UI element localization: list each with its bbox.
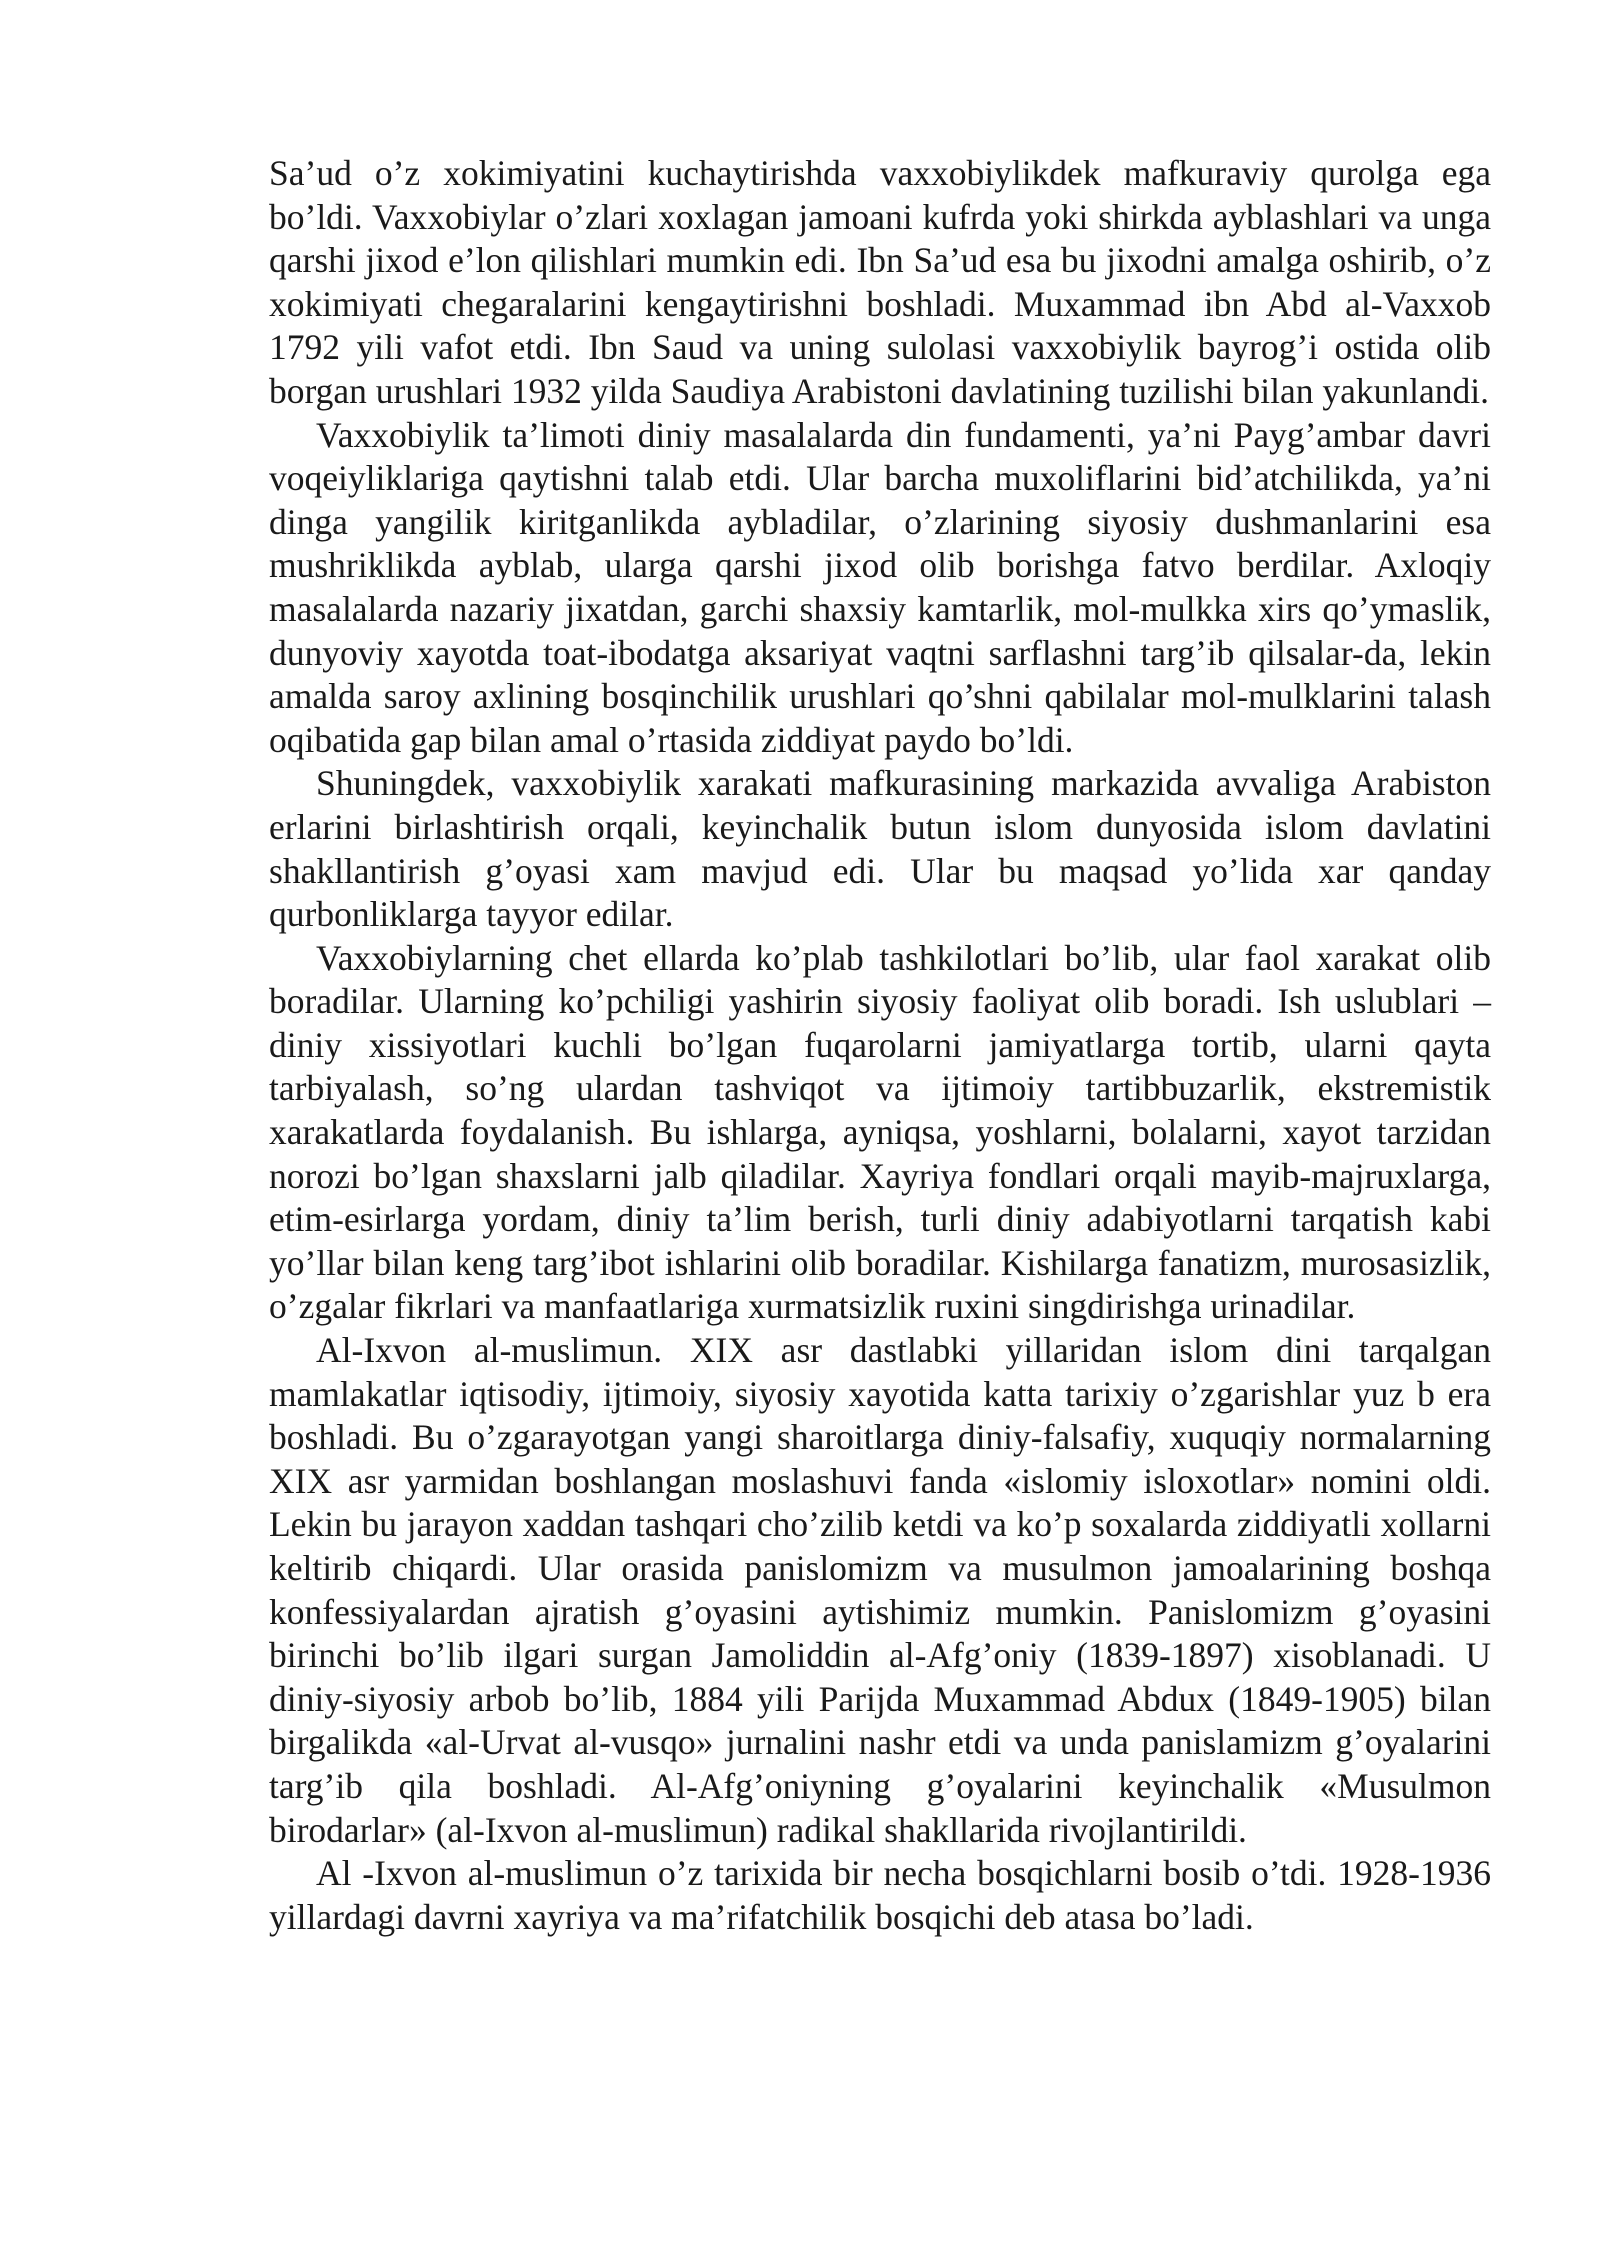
paragraph-1: Sa’ud o’z xokimiyatini kuchaytirishda vaxxobiylikdek mafkuraviy qurolga ega bo’ldi. Vaxxobiylar o’zlari xoxlagan jamoani kufrda yoki shirkda ayblashlari va unga qarshi jixod e’lon qilishlari mumkin edi. Ibn Sa’ud esa bu jixodni amalga oshirib, o’z xokimiyati chegaralarini kengaytirishni boshladi. Muxammad ibn Abd al-Vaxxob 1792 yili vafot etdi. Ibn Saud va uning sulolasi vaxxobiylik bayrog’i ostida olib borgan urushlari 1932 yilda Saudiya Arabistoni davlatining tuzilishi bilan yakunlandi. — [269, 153, 1491, 411]
paragraph-4: Vaxxobiylarning chet ellarda ko’plab tashkilotlari bo’lib, ular faol xarakat olib boradilar. Ularning ko’pchiligi yashirin siyosiy faoliyat olib boradi. Ish uslublari – diniy xissiyotlari kuchli bo’lgan fuqarolarni jamiyatlarga tortib, ularni qayta tarbiyalash, so’ng ulardan tashviqot va ijtimoiy tartibbuzarlik, ekstremistik xarakatlarda foydalanish. Bu ishlarga, ayniqsa, yoshlarni, bolalarni, xayot tarzidan norozi bo’lgan shaxslarni jalb qiladilar. Xayriya fondlari orqali mayib-majruxlarga, etim-esirlarga yordam, diniy ta’lim berish, turli diniy adabiyotlarni tarqatish kabi yo’llar bilan keng targ’ibot ishlarini olib boradilar. Kishilarga fanatizm, murosasizlik, o’zgalar fikrlari va manfaatlariga xurmatsizlik ruxini singdirishga urinadilar. — [269, 937, 1491, 1327]
paragraph-6: Al -Ixvon al-muslimun o’z tarixida bir necha bosqichlarni bosib o’tdi. 1928-1936 yillardagi davrni xayriya va ma’rifatchilik bosqichi deb atasa bo’ladi. — [269, 1853, 1491, 1937]
paragraph-3: Shuningdek, vaxxobiylik xarakati mafkurasining markazida avvaliga Arabiston erlarini birlashtirish orqali, keyinchalik butun islom dunyosida islom davlatini shakllantirish g’oyasi xam mavjud edi. Ular bu maqsad yo’lida xar qanday qurbonliklarga tayyor edilar. — [269, 763, 1491, 935]
paragraph-2: Vaxxobiylik ta’limoti diniy masalalarda din fundamenti, ya’ni Payg’ambar davri voqeiyliklariga qaytishni talab etdi. Ular barcha muxoliflarini bid’atchilikda, ya’ni dinga yangilik kiritganlikda aybladilar, o’zlarining siyosiy dushmanlarini esa mushriklikda ayblab, ularga qarshi jixod olib borishga fatvo berdilar. Axloqiy masalalarda nazariy jixatdan, garchi shaxsiy kamtarlik, mol-mulkka xirs qo’ymaslik, dunyoviy xayotda toat-ibodatga aksariyat vaqtni sarflashni targ’ib qilsalar-da, lekin amalda saroy axlining bosqinchilik urushlari qo’shni qabilalar mol-mulklarini talash oqibatida gap bilan amal o’rtasida ziddiyat paydo bo’ldi. — [269, 414, 1491, 760]
paragraph-5: Al-Ixvon al-muslimun. XIX asr dastlabki yillaridan islom dini tarqalgan mamlakatlar iqtisodiy, ijtimoiy, siyosiy xayotida katta tarixiy o’zgarishlar yuz b era boshladi. Bu o’zgarayotgan yangi sharoitlarga diniy-falsafiy, xuquqiy normalarning XIX asr yarmidan boshlangan moslashuvi fanda «islomiy isloxotlar» nomini oldi. Lekin bu jarayon xaddan tashqari cho’zilib ketdi va ko’p soxalarda ziddiyatli xollarni keltirib chiqardi. Ular orasida panislomizm va musulmon jamoalarining boshqa konfessiyalardan ajratish g’oyasini aytishimiz mumkin. Panislomizm g’oyasini birinchi bo’lib ilgari surgan Jamoliddin al-Afg’oniy (1839-1897) xisoblanadi. U diniy-siyosiy arbob bo’lib, 1884 yili Parijda Muxammad Abdux (1849-1905) bilan birgalikda «al-Urvat al-vusqo» jurnalini nashr etdi va unda panislamizm g’oyalarini targ’ib qila boshladi. Al-Afg’oniyning g’oyalarini keyinchalik «Musulmon birodarlar» (al-Ixvon al-muslimun) radikal shakllarida rivojlantirildi. — [269, 1330, 1491, 1850]
document-body — [269, 152, 1491, 1939]
